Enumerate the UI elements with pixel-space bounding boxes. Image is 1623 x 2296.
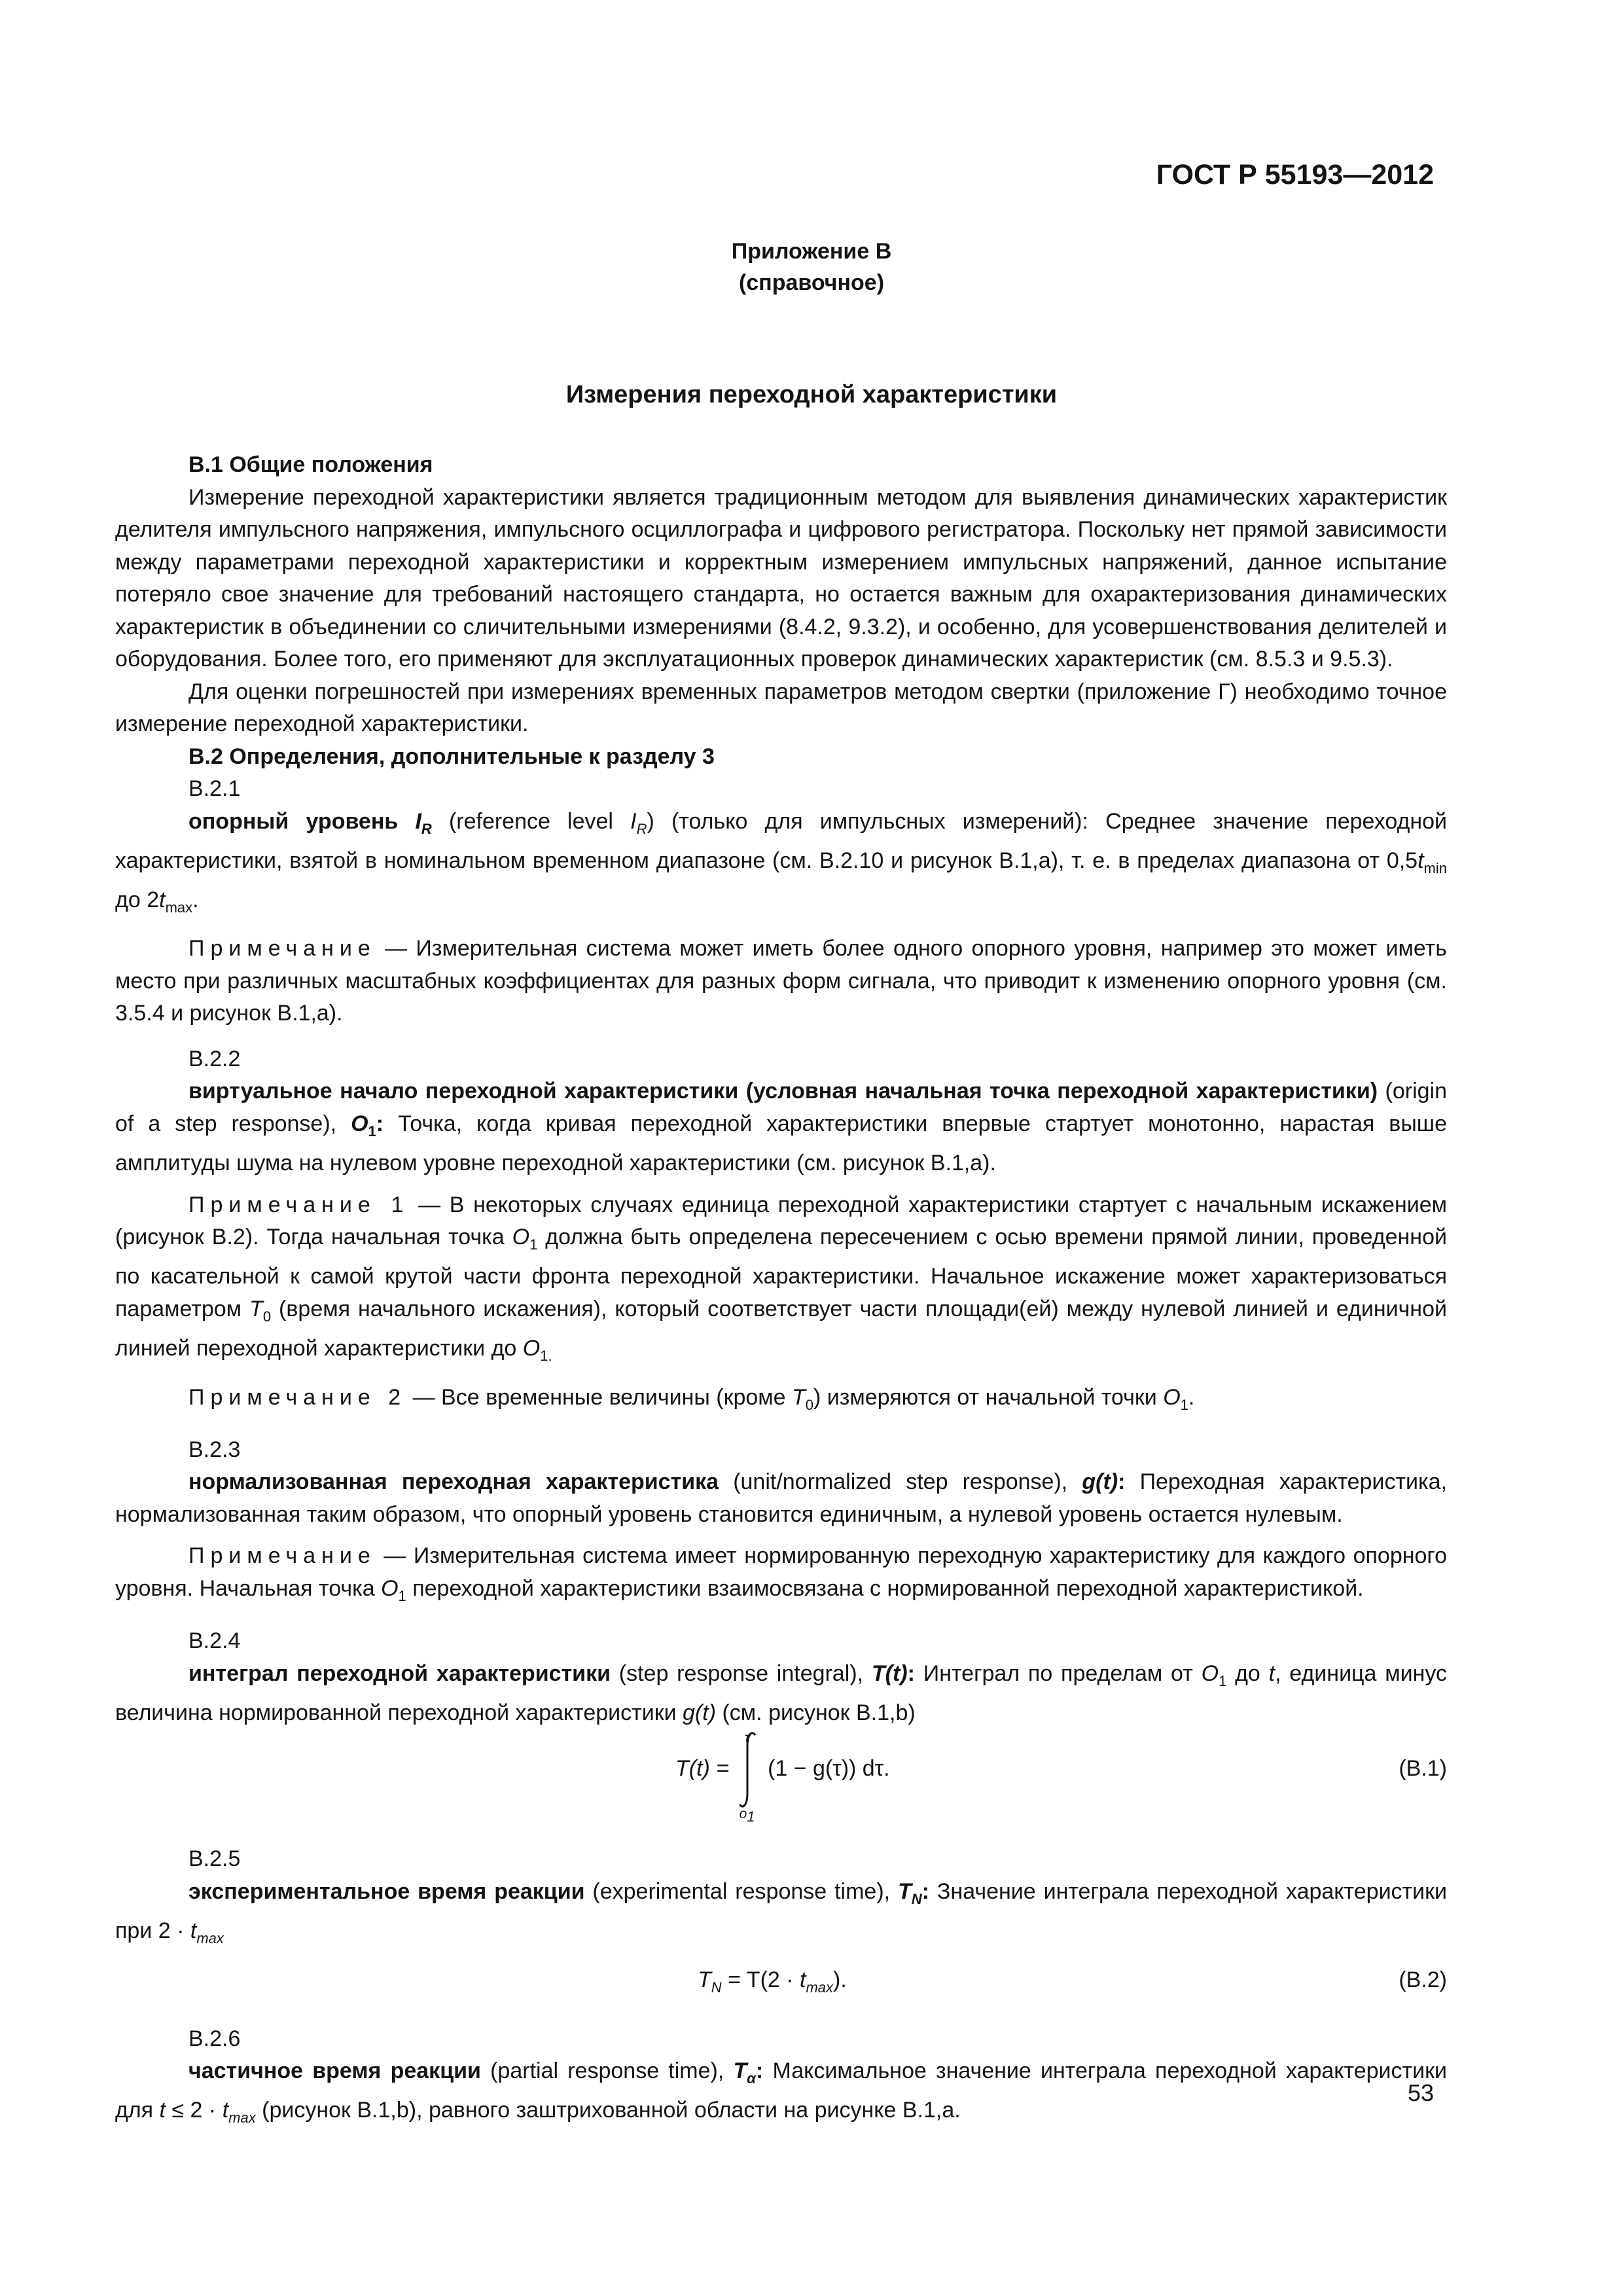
note-b23: Примечание — Измерительная система имеет нормированную переходную характеристику для каждого опорного уровня. Начальная точка $O_1$ переходной характеристики взаимосвязана с нормированной переходной характеристикой. — [115, 1543, 1447, 1604]
page-number: 53 — [1407, 2079, 1434, 2106]
document-body — [115, 449, 1447, 2134]
appendix-title: Приложение В — [731, 239, 892, 264]
clause-number-b22: В.2.2 — [188, 1046, 241, 1071]
definition-b21: опорный уровень $I_R$ (reference level $I_R$) (только для импульсных измерений): Среднее значение переходной характеристики, взятой в номинальном временном диапазоне (см. В.2.10 и рисунок В.1,a), т. е. в пределах диапазона от $0,5t_{min}$ до $2t_{max}$. — [115, 808, 1448, 916]
paragraph-b1-2: Для оценки погрешностей при измерениях временных параметров методом свертки (приложение Г) необходимо точное измерение переходной характеристики. — [115, 679, 1447, 736]
note-label: Примечание — [188, 1192, 376, 1217]
integral-upper-limit: τ — [744, 1731, 750, 1746]
note-b21: Примечание — Измерительная система может иметь более одного опорного уровня, например это может иметь место при различных масштабных коэффициентах для разных форм сигнала, что приводит к изменению опорного уровня (см. 3.5.4 и рисунок В.1,a). — [115, 936, 1447, 1026]
term-b24: интеграл переходной характеристики — [188, 1660, 611, 1686]
note2-b22: Примечание 2 — Все временные величины (кроме $T_0$) измеряются от начальной точки $O_1$. — [188, 1384, 1195, 1413]
definition-b25: экспериментальное время реакции (experimental response time), $T_N$: Значение интеграла переходной характеристики при $2 \cdot t_{max}$ — [115, 1878, 1447, 1947]
definition-b23: нормализованная переходная характеристика (unit/normalized step response), g(t): Переходная характеристика, нормализованная таким образом, что опорный уровень становится единичным, а нулевой уровень остается нулевым. — [115, 1469, 1447, 1527]
integral-sign — [736, 1731, 762, 1825]
clause-number-b26: В.2.6 — [188, 2026, 241, 2051]
appendix-heading — [0, 236, 1623, 298]
equation-number: (В.2) — [1399, 1967, 1447, 1992]
clause-number-b24: В.2.4 — [188, 1628, 241, 1654]
paragraph-b1-1: Измерение переходной характеристики является традиционным методом для выявления динамических характеристик делителя импульсного напряжения, импульсного осциллографа и цифрового регистратора. Поскольку нет прямой зависимости между параметрами переходной характеристики и корректным измерением импульсных напряжений, данное испытание потеряло свое значение для требований настоящего стандарта, но остается важным для охарактеризования динамических характеристик в объединении со сличительными измерениями (8.4.2, 9.3.2), и особенно, для усовершенствования делителей и оборудования. Более того, его применяют для эксплуатационных проверок динамических характеристик (см. 8.5.3 и 9.5.3). — [115, 484, 1447, 672]
term-b25: экспериментальное время реакции — [188, 1878, 585, 1904]
equation-b2-formula: $T_N = T(2 \cdot t_{max})$. — [698, 1967, 847, 1996]
equation-b1-formula: T(t) = τ $o_1$ (1 − g(τ)) dτ. — [675, 1753, 890, 1786]
term-b22: виртуальное начало переходной характеристики (условная начальная точка переходной характеристики) — [188, 1079, 1378, 1104]
note-label: Примечание — [188, 936, 376, 961]
standard-number: ГОСТ Р 55193—2012 — [1156, 159, 1434, 190]
appendix-subtitle: (справочное) — [738, 270, 885, 295]
note1-b22: Примечание 1 — В некоторых случаях единица переходной характеристики стартует с начальным искажением (рисунок В.2). Тогда начальная точка $O_1$ должна быть определена пересечением с осью времени прямой линии, проведенной по касательной к самой крутой части фронта переходной характеристики. Начальное искажение может характеризоваться параметром $T_0$ (время начального искажения), который соответствует части площади(ей) между нулевой линией и единичной линией переходной характеристики до $O_{1.}$ — [115, 1192, 1447, 1365]
note-label: Примечание — [188, 1384, 376, 1410]
term-b21: опорный уровень — [188, 808, 416, 834]
definition-b24: интеграл переходной характеристики (step response integral), T(t): Интеграл по пределам от $O_1$ до t, единица минус величина нормированной переходной характеристики g(t) (см. рисунок В.1,b) — [115, 1660, 1447, 1725]
clause-number-b25: В.2.5 — [188, 1846, 241, 1872]
integral-lower-limit: $o_1$ — [739, 1806, 755, 1825]
term-b23: нормализованная переходная характеристика — [188, 1469, 719, 1495]
equation-b2 — [115, 1958, 1447, 2010]
clause-number-b21: В.2.1 — [188, 776, 241, 801]
clause-number-b23: В.2.3 — [188, 1437, 241, 1462]
note-label: Примечание — [188, 1543, 376, 1569]
section-heading-b1: В.1 Общие положения — [188, 452, 433, 477]
section-heading-b2: В.2 Определения, дополнительные к разделу 3 — [188, 744, 715, 769]
term-b26: частичное время реакции — [188, 2058, 481, 2084]
equation-b1 — [115, 1733, 1447, 1825]
definition-b26: частичное время реакции (partial response time), $T_\alpha$: Максимальное значение интеграла переходной характеристики для $t \le 2 \cdot t_{max}$ (рисунок В.1,b), равного заштрихованной области на рисунке В.1,a. — [115, 2058, 1447, 2126]
definition-b22: виртуальное начало переходной характеристики (условная начальная точка переходной характеристики) (origin of a step response), $O_1$: Точка, когда кривая переходной характеристики впервые стартует монотонно, нарастая выше амплитуды шума на нулевом уровне переходной характеристики (см. рисунок В.1,a). — [115, 1079, 1447, 1176]
equation-number: (В.1) — [1399, 1756, 1447, 1782]
page-title: Измерения переходной характеристики — [565, 381, 1058, 408]
